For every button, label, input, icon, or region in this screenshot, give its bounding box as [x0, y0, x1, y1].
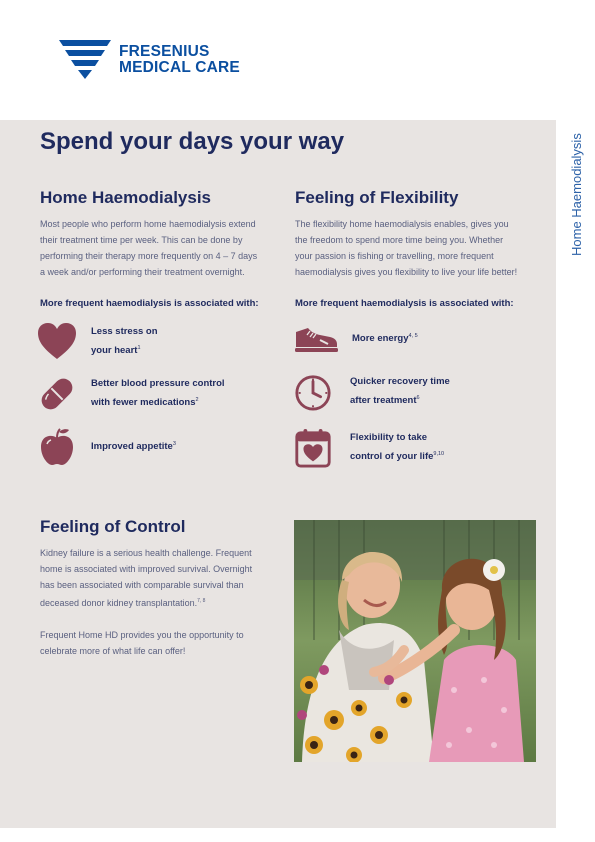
- header: [0, 0, 595, 120]
- flex-body: [295, 216, 517, 280]
- flex-body-line: The flexibility home haemodialysis enables, gives you: [295, 219, 509, 229]
- home-assoc-heading: More frequent haemodialysis is associated with:: [40, 298, 259, 309]
- clock-icon: [294, 372, 332, 412]
- brand-name: [119, 44, 240, 76]
- flex-body-line: haemodialysis gives you flexibility to live your life better!: [295, 267, 518, 277]
- side-label: [563, 120, 589, 260]
- home-body-line: a week and/or performing their treatment overnight.: [40, 267, 245, 277]
- calendar-heart-icon: [294, 428, 332, 468]
- flex-body-line: your passion is fishing or travelling, more frequent: [295, 251, 494, 261]
- control-body-line: Kidney failure is a serious health challenge. Frequent: [40, 548, 252, 558]
- benefit-appetite: [38, 426, 176, 466]
- flex-body-line: the freedom to spend more time being you. Whether: [295, 235, 504, 245]
- benefit-label: [91, 436, 176, 455]
- benefit-line: More energy: [352, 333, 409, 345]
- control-body-line: home is associated with improved survival. Overnight: [40, 564, 253, 574]
- home-heading: Home Haemodialysis: [40, 188, 212, 207]
- ref-mark: 2: [195, 397, 199, 404]
- pill-icon: [38, 374, 76, 414]
- benefit-heart: [38, 322, 158, 362]
- benefit-line: Improved appetite: [91, 441, 173, 453]
- benefit-line: control of your life: [350, 451, 434, 463]
- page-title: Spend your days your way: [40, 128, 345, 155]
- benefit-label: [91, 324, 158, 359]
- benefit-line: Less stress on: [91, 326, 158, 338]
- ref-mark: 1: [137, 345, 141, 352]
- benefit-line: with fewer medications: [91, 397, 196, 409]
- flex-heading: Feeling of Flexibility: [295, 188, 459, 207]
- home-body-line: Most people who perform home haemodialysis extend: [40, 219, 256, 229]
- brand-line-1: FRESENIUS: [119, 43, 210, 60]
- control-body-line: deceased donor kidney transplantation.: [40, 598, 198, 608]
- benefit-recovery: [294, 372, 450, 412]
- fresenius-logo-icon: [59, 40, 111, 80]
- apple-icon: [38, 426, 76, 466]
- home-body: [40, 216, 257, 280]
- benefit-label: [352, 328, 418, 347]
- benefit-label: [91, 376, 225, 411]
- benefit-line: after treatment: [350, 395, 417, 407]
- control-body: [40, 545, 252, 659]
- flex-assoc-heading: More frequent haemodialysis is associated with:: [295, 298, 514, 309]
- benefit-line: your heart: [91, 345, 138, 357]
- control-body-line: Frequent Home HD provides you the opportunity to: [40, 630, 244, 640]
- benefit-label: [350, 374, 450, 409]
- benefit-energy: [294, 318, 418, 358]
- sneaker-icon: [294, 318, 338, 358]
- side-label-text: Home Haemodialysis: [569, 133, 584, 256]
- benefit-flexibility: [294, 428, 444, 468]
- brand-logo: [59, 40, 240, 80]
- benefit-label: [350, 430, 444, 465]
- ref-mark: 9,10: [433, 451, 445, 458]
- control-body-line: celebrate more of what life can offer!: [40, 646, 186, 656]
- control-body-line: has been associated with comparable survival than: [40, 580, 244, 590]
- benefit-blood-pressure: [38, 374, 225, 414]
- ref-mark: 6: [416, 395, 420, 402]
- ref-mark: 3: [172, 441, 176, 448]
- benefit-line: Flexibility to take: [350, 432, 428, 444]
- heart-icon: [38, 322, 76, 362]
- control-heading: Feeling of Control: [40, 517, 186, 536]
- ref-mark: 7, 8: [197, 598, 206, 604]
- mother-daughter-garden-photo: [294, 520, 536, 762]
- home-body-line: performing their therapy more frequently on 4 – 7 days: [40, 251, 258, 261]
- benefit-line: Better blood pressure control: [91, 378, 225, 390]
- photo-illustration: [294, 520, 536, 762]
- benefit-line: Quicker recovery time: [350, 376, 450, 388]
- ref-mark: 4, 5: [408, 333, 418, 340]
- brand-line-2: MEDICAL CARE: [119, 59, 240, 76]
- home-body-line: their treatment time per week. This can be done by: [40, 235, 243, 245]
